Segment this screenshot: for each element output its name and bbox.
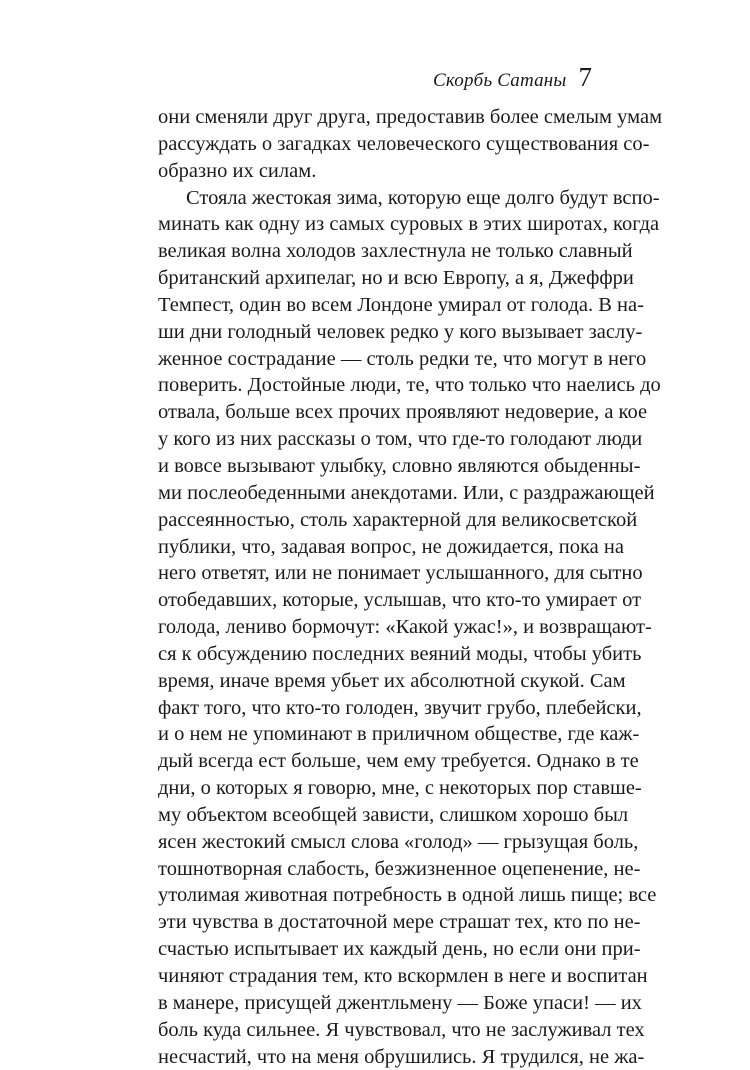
text-line: и о нем не упоминают в приличном обществе, где каж-	[158, 723, 640, 746]
page-number: 7	[578, 62, 592, 92]
text-line: дни, о которых я говорю, мне, с некоторых пор ставше-	[158, 777, 642, 800]
text-line: у кого из них рассказы о том, что где-то голодают люди	[158, 428, 643, 451]
text-line: ми послеобеденными анекдотами. Или, с раздражающей	[158, 481, 655, 504]
text-line: женное сострадание — столь редки те, что могут в него	[158, 347, 647, 370]
text-line: время, иначе время убьет их абсолютной скукой. Сам	[158, 669, 626, 692]
text-line: дый всегда ест больше, чем ему требуется. Однако в те	[158, 750, 639, 773]
paragraph	[158, 104, 663, 185]
running-title: Скорбь Сатаны	[433, 70, 567, 91]
running-header	[433, 62, 592, 93]
paragraph	[158, 185, 661, 1070]
text-line: тошнотворная слабость, безжизненное оцепенение, не-	[158, 857, 641, 880]
text-line: в манере, присущей джентльмену — Боже упаси! — их	[158, 991, 642, 1014]
text-line: ся к обсуждению последних веяний моды, чтобы убить	[158, 642, 642, 665]
text-line: него ответят, или не понимает услышанного, для сытно	[158, 562, 643, 585]
text-line: ши дни голодный человек редко у кого вызывает заслу-	[158, 320, 643, 343]
text-line: чиняют страдания тем, кто вскормлен в неге и воспитан	[158, 965, 648, 987]
text-line: голода, лениво бормочут: «Какой ужас!», и возвращают-	[158, 616, 652, 639]
text-line: отобедавших, которые, услышав, что кто-то умирает от	[158, 589, 642, 612]
text-line: му объектом всеобщей зависти, слишком хорошо был	[158, 803, 629, 826]
text-line: образно их силам.	[158, 159, 317, 182]
text-line: и вовсе вызывают улыбку, словно являются обыденны-	[158, 454, 641, 477]
text-line: Стояла жестокая зима, которую еще долго будут вспо-	[186, 186, 660, 209]
text-line: рассуждать о загадках человеческого существования со-	[158, 132, 650, 155]
text-line: боль куда сильнее. Я чувствовал, что не заслуживал тех	[158, 1018, 645, 1041]
text-line: несчастий, что на меня обрушились. Я трудился, не жа-	[158, 1045, 645, 1068]
text-line: британский архипелаг, но и всю Европу, а я, Джеффри	[158, 267, 634, 290]
text-line: поверить. Достойные люди, те, что только что наелись до	[158, 374, 661, 397]
text-line: рассеянностью, столь характерной для великосветской	[158, 508, 638, 531]
text-line: минать как одну из самых суровых в этих широтах, когда	[158, 213, 660, 236]
body-text	[158, 104, 663, 1070]
text-line: публики, что, задавая вопрос, не дожидается, пока на	[158, 535, 624, 558]
text-line: Темпест, один во всем Лондоне умирал от голода. В на-	[158, 293, 644, 316]
text-line: счастью испытывает их каждый день, но если они при-	[158, 938, 641, 961]
text-line: великая волна холодов захлестнула не только славный	[158, 240, 633, 263]
text-line: факт того, что кто-то голоден, звучит грубо, плебейски,	[158, 696, 642, 719]
text-line: эти чувства в достаточной мере страшат тех, кто по не-	[158, 911, 641, 934]
text-line: ясен жестокий смысл слова «голод» — грызущая боль,	[158, 830, 639, 853]
text-line: они сменяли друг друга, предоставив более смелым умам	[158, 106, 663, 128]
text-line: утолимая животная потребность в одной лишь пище; все	[158, 884, 657, 907]
text-line: отвала, больше всех прочих проявляют недоверие, а кое	[158, 401, 648, 424]
